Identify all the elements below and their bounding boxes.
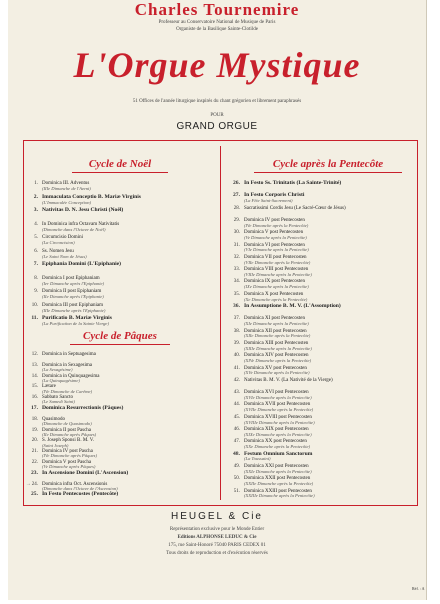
item-number: 8. <box>34 275 38 281</box>
item-subtitle: (IVe Dimanche après la Pentecôte) <box>244 222 309 228</box>
item-subtitle: (La Sexagésime) <box>42 367 73 372</box>
item-title: Immaculata Conceptio B. Mariæ Virginis <box>42 193 141 200</box>
work-title: L'Orgue Mystique <box>73 45 361 85</box>
list-item <box>24 222 119 227</box>
item-subtitle: (Dimanche dans l'Octave de l'Ascension) <box>42 485 118 491</box>
work-subtitle: 51 Offices de l'année liturgique inspirés du chant grégorien et librement paraphrasés <box>132 99 302 104</box>
list-item <box>24 352 96 357</box>
list-item <box>24 303 103 308</box>
item-title: Dominica XXI post Pentecosten <box>244 463 309 469</box>
item-number: 4. <box>34 221 38 227</box>
cycle-paques-heading <box>70 330 170 342</box>
item-title: Sacratissimi Cordis Jesu (Le Sacré-Cœur de Jésus) <box>244 205 346 211</box>
item-number: 48. <box>233 450 240 457</box>
item-subtitle: (IVe Dimanche après Pâques) <box>42 453 97 459</box>
item-number: 41. <box>233 365 240 371</box>
cover-page <box>8 0 427 600</box>
item-title: Dominica in Quinquagesima <box>42 373 100 379</box>
item-number: 46. <box>233 427 240 432</box>
publisher-line-3: 175, rue Saint-Honoré 75040 PARIS CEDEX 01 <box>168 543 266 548</box>
list-item <box>24 249 74 254</box>
list-item <box>24 208 123 214</box>
item-title: Dominica XVII post Pentecosten <box>244 402 311 408</box>
item-subtitle: (XXIIIe Dimanche après la Pentecôte) <box>244 493 315 499</box>
item-number: 19. <box>31 427 38 433</box>
item-number: 18. <box>31 416 38 422</box>
cycle-paques-label: Cycle de Pâques <box>83 330 157 342</box>
publisher-line-4: Tous droits de reproduction et d'exécution réservés <box>166 551 268 556</box>
item-title: In Assumptione B. M. V. (L'Assomption) <box>244 303 341 309</box>
item-title: Dominica II post Epiphaniam <box>42 289 102 294</box>
item-subtitle: (Ve Dimanche après la Pentecôte) <box>244 235 307 240</box>
cycle-pentecote-label: Cycle après la Pentecôte <box>272 158 384 170</box>
reference-code: Réf. : A <box>412 586 425 591</box>
item-title: Dominica II post Pascha <box>42 427 92 433</box>
item-subtitle: (IXe Dimanche après la Pentecôte) <box>244 284 309 290</box>
item-title: Dominica infra Oct. Ascensionis <box>42 481 108 487</box>
item-number: 9. <box>34 289 38 294</box>
item-number: 10. <box>31 302 38 308</box>
item-title: Dominica XXII post Pentecosten <box>244 476 311 482</box>
item-subtitle: (XIe Dimanche après la Pentecôte) <box>244 321 309 327</box>
item-number: 43. <box>233 390 240 396</box>
item-number: 29. <box>233 217 240 223</box>
item-title: Ss. Nomen Jesu <box>42 248 74 254</box>
item-title: Purificatio B. Mariæ Virginis <box>42 315 112 321</box>
composer-title-2: Organiste de la Basilique Sainte-Clotilde <box>176 27 258 32</box>
item-number: 51. <box>233 488 240 494</box>
item-number: 44. <box>233 402 240 408</box>
item-subtitle: (L'Immaculée Conception) <box>42 199 92 205</box>
list-item <box>226 292 303 297</box>
item-title: Dominica XII post Pentecosten <box>244 328 307 334</box>
item-title: Festum Omnium Sanctorum <box>244 450 313 457</box>
item-title: Dominica X post Pentecosten <box>244 291 304 297</box>
item-subtitle: (Xe Dimanche après la Pentecôte) <box>244 296 308 302</box>
item-title: Dominica Resurrectionis (Pâques) <box>42 405 124 411</box>
item-subtitle: (La Fête Saint-Sacrement) <box>244 198 293 204</box>
item-number: 21. <box>31 449 38 455</box>
list-item <box>226 378 333 383</box>
column-divider <box>220 146 221 500</box>
item-title: Dominica XIX post Pentecosten <box>244 427 309 432</box>
item-number: 35. <box>233 291 240 297</box>
cycle-noel-heading <box>72 158 168 170</box>
pour-label: POUR <box>210 113 224 118</box>
item-subtitle: (La Quinquagésime) <box>42 377 80 383</box>
cycle-noel-label: Cycle de Noël <box>88 158 152 170</box>
publisher-line-1: Représentation exclusive pour le Monde Entier <box>169 527 265 532</box>
item-title: Dominica IX post Pentecosten <box>244 279 305 285</box>
item-number: 33. <box>233 267 240 273</box>
item-number: 31. <box>233 242 240 248</box>
item-title: Quasimodo <box>42 416 66 422</box>
item-title: Dominica in Septuagesima <box>42 352 96 357</box>
item-title: Nativitas B. M. V. (La Nativité de la Vierge) <box>244 377 333 383</box>
item-subtitle: (XXIe Dimanche après la Pentecôte) <box>244 468 312 474</box>
item-number: 15. <box>31 384 38 390</box>
item-title: In Festo Pentecostes (Pentecôte) <box>42 491 119 498</box>
item-title: Dominica I post Epiphaniam <box>42 275 100 281</box>
item-subtitle: (IIe Dimanche après Pâques) <box>42 431 97 437</box>
item-subtitle: (Ier Dimanche après l'Epiphanie) <box>42 280 105 286</box>
item-title: Dominica VI post Pentecosten <box>244 242 305 248</box>
item-subtitle: (XIXe Dimanche après la Pentecôte) <box>244 431 312 437</box>
item-title: Epiphania Domini (L'Epiphanie) <box>42 261 121 267</box>
item-title: Dominica IV post Pascha <box>42 449 93 455</box>
item-number: 45. <box>233 414 240 420</box>
item-number: 36. <box>233 303 240 309</box>
item-number: 42. <box>233 377 240 383</box>
list-item <box>24 276 100 281</box>
item-number: 40. <box>233 353 240 359</box>
cycle-paques-list <box>24 352 218 512</box>
instrument-label: GRAND ORGUE <box>176 121 258 132</box>
item-title: In Festo Ss. Trinitatis (La Sainte-Trinité) <box>244 180 342 186</box>
item-title: Dominica XVI post Pentecosten <box>244 390 309 396</box>
item-title: Nativitas D. N. Jesu Christi (Noël) <box>42 207 124 213</box>
item-number: 34. <box>233 279 240 285</box>
item-number: 3. <box>33 207 38 213</box>
item-number: 27. <box>233 192 240 199</box>
item-number: 17. <box>31 405 38 411</box>
item-title: Lætare <box>42 384 56 390</box>
item-subtitle: (XVIIe Dimanche après la Pentecôte) <box>244 407 314 413</box>
item-number: 13. <box>31 362 38 368</box>
item-number: 11. <box>31 315 38 321</box>
item-title: Dominica V post Pascha <box>42 460 92 465</box>
list-item <box>24 471 128 477</box>
item-number: 26. <box>233 180 240 186</box>
item-title: Dominica XIII post Pentecosten <box>244 340 309 346</box>
list-item <box>226 304 341 310</box>
item-title: Dominica in Sexagesima <box>42 362 92 368</box>
item-subtitle: (XXe Dimanche après la Pentecôte) <box>244 444 311 450</box>
item-title: Dominica VII post Pentecosten <box>244 254 307 260</box>
item-title: In Dominica infra Octavam Nativitatis <box>42 221 120 227</box>
item-title: Sabbato Sancto <box>42 395 73 401</box>
item-number: 2. <box>33 193 38 200</box>
item-number: 20. <box>31 438 38 444</box>
item-subtitle: (IIIe Dimanche de l'Avent) <box>42 186 91 191</box>
item-number: 50. <box>233 476 240 482</box>
publisher-name: HEUGEL & Cie <box>171 511 263 522</box>
item-subtitle: (XXIIe Dimanche après la Pentecôte) <box>244 481 314 486</box>
item-number: 23. <box>31 469 38 476</box>
list-item <box>226 181 341 187</box>
item-title: S. Joseph Sponsi B. M. V. <box>42 438 94 444</box>
item-subtitle: (XVe Dimanche après la Pentecôte) <box>244 370 310 376</box>
item-subtitle: (IIe Dimanche après l'Epiphanie) <box>42 294 104 299</box>
item-title: Dominica III. Adventus <box>42 181 90 186</box>
item-number: 39. <box>233 340 240 346</box>
item-subtitle: (Dimanche de Quasimodo) <box>42 421 92 426</box>
item-title: Dominica III post Epiphaniam <box>42 302 103 308</box>
item-subtitle: (Dimanche dans l'Octave de Noël) <box>42 226 106 232</box>
item-subtitle: (XVIe Dimanche après la Pentecôte) <box>244 394 312 400</box>
cycle-pentecote-list <box>226 181 416 503</box>
item-subtitle: (Ve Dimanche après Pâques) <box>42 464 96 470</box>
list-item <box>24 492 118 498</box>
item-title: Dominica XXIII post Pentecosten <box>244 488 312 494</box>
item-subtitle: (VIIe Dimanche après la Pentecôte) <box>244 259 311 265</box>
item-number: 5. <box>34 235 38 240</box>
item-title: Dominica XX post Pentecosten <box>244 439 307 445</box>
list-item <box>24 262 121 268</box>
item-number: 32. <box>233 254 240 260</box>
item-number: 30. <box>233 230 240 236</box>
item-number: 25. <box>31 491 38 498</box>
composer-title-1: Professeur au Conservatoire National de Musique de Paris <box>158 20 276 25</box>
item-title: Dominica IV post Pentecosten <box>244 217 305 223</box>
item-title: In Ascensione Domini (L'Ascension) <box>42 469 129 476</box>
item-subtitle: (La Circoncision) <box>42 240 75 245</box>
item-number: 22. <box>31 460 38 465</box>
item-subtitle: (Le Samedi Saint) <box>42 399 75 405</box>
item-number: 16. <box>31 395 38 401</box>
item-number: 49. <box>233 463 240 469</box>
item-title: Circumcisio Domini <box>42 235 83 240</box>
composer-name: Charles Tournemire <box>134 0 300 19</box>
item-subtitle: (La Toussaint) <box>244 456 271 462</box>
item-title: Dominica XV post Pentecosten <box>244 365 307 371</box>
item-title: Dominica V post Pentecosten <box>244 230 304 236</box>
publisher-line-2: Editions ALPHONSE LEDUC & Cie <box>177 535 257 540</box>
item-subtitle: (XIVe Dimanche après la Pentecôte) <box>244 358 312 363</box>
item-subtitle: (Le Saint Nom de Jésus) <box>42 253 87 259</box>
item-number: 12. <box>31 352 38 357</box>
item-number: 28. <box>233 205 240 211</box>
list-item <box>24 406 123 412</box>
item-number: 37. <box>233 316 240 322</box>
item-number: 14. <box>31 373 38 379</box>
cycle-pentecote-heading <box>254 158 402 170</box>
item-subtitle: (VIe Dimanche après la Pentecôte) <box>244 247 309 253</box>
item-number: 38. <box>233 328 240 334</box>
item-number: 47. <box>233 439 240 445</box>
item-title: In Festo Corporis Christi <box>244 192 305 199</box>
item-number: → 24. <box>24 482 38 487</box>
item-subtitle: (XVIIIe Dimanche après la Pentecôte) <box>244 419 315 425</box>
item-title: Dominica VIII post Pentecosten <box>244 267 309 273</box>
item-number: 1. <box>34 181 38 186</box>
item-subtitle: (XIIIe Dimanche après la Pentecôte) <box>244 345 312 351</box>
item-subtitle: (Saint Joseph) <box>42 442 69 448</box>
item-number: 7. <box>33 261 38 267</box>
item-title: Dominica XI post Pentecosten <box>244 316 305 322</box>
item-subtitle: (IIIe Dimanche après l'Epiphanie) <box>42 307 106 313</box>
item-number: 6. <box>34 248 38 254</box>
item-subtitle: (XIIe Dimanche après la Pentecôte) <box>244 333 311 339</box>
list-item <box>226 206 346 211</box>
item-subtitle: (IVe Dimanche de Carême) <box>42 388 93 394</box>
item-subtitle: (La Purification de la Sainte Vierge) <box>42 321 109 326</box>
list-item <box>226 415 312 420</box>
item-title: Dominica XIV post Pentecosten <box>244 353 309 359</box>
item-subtitle: (VIIIe Dimanche après la Pentecôte) <box>244 271 312 277</box>
item-title: Dominica XVIII post Pentecosten <box>244 414 312 420</box>
